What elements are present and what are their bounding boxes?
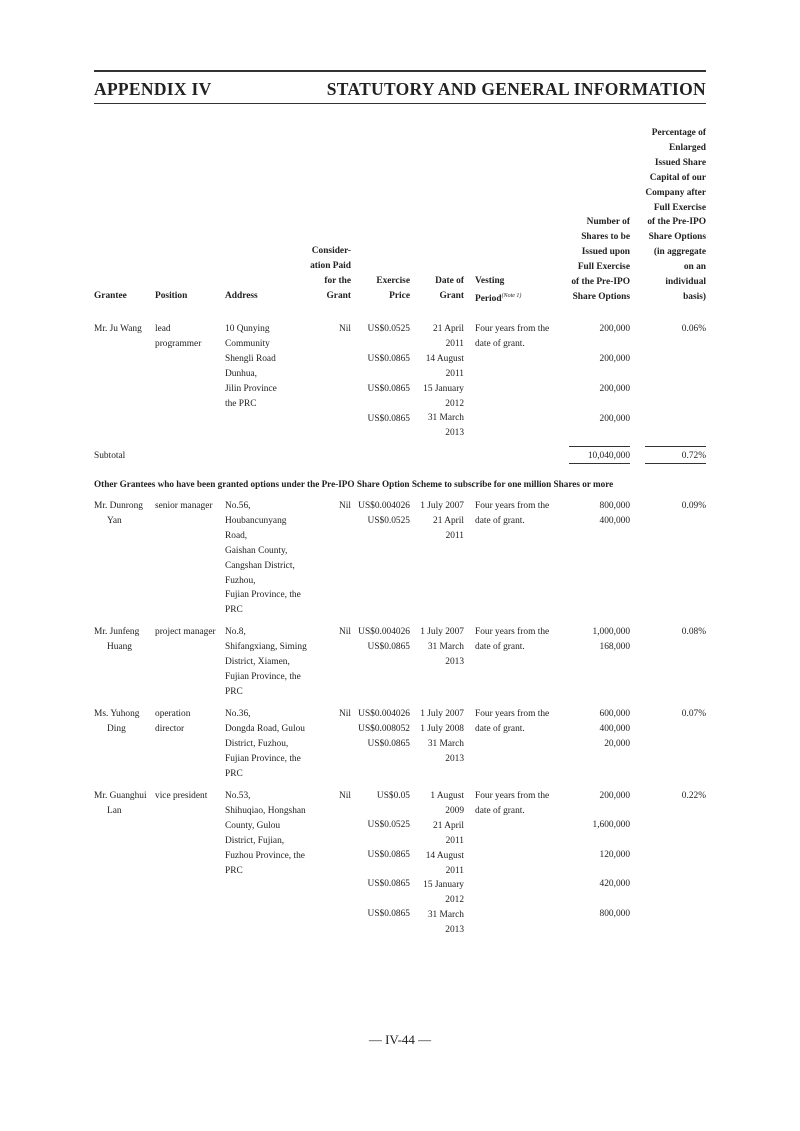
date-line: 2011: [445, 338, 464, 349]
vesting-line: date of grant.: [475, 515, 525, 526]
grantee-name: [94, 707, 140, 737]
address-line: Road,: [225, 530, 248, 541]
header-line: basis): [683, 291, 706, 302]
vesting-line: Four years from the: [475, 791, 550, 801]
shares-value: 420,000: [599, 879, 630, 889]
position-line: lead: [155, 324, 171, 334]
address-line: Shengli Road: [225, 353, 276, 364]
exercise-price: [358, 707, 410, 752]
grantee-position: vice president: [155, 791, 208, 801]
grantee-name: Mr. Ju Wang: [94, 324, 142, 334]
header-line: Number of: [586, 217, 630, 227]
address-line: Jilin Province: [225, 383, 277, 394]
shares-value: 200,000: [599, 324, 630, 334]
date-line: 1 August: [430, 791, 464, 801]
header-line: [475, 289, 521, 307]
exercise-price: US$0.0865: [367, 850, 410, 860]
price-line: US$0.004026: [358, 709, 410, 719]
shares-line: 20,000: [604, 738, 630, 749]
date-line: 14 August: [425, 850, 464, 861]
appendix-label: APPENDIX IV: [94, 79, 212, 99]
address-line: Dongda Road, Gulou: [225, 723, 305, 734]
shares-value: 200,000: [599, 354, 630, 364]
address-line: PRC: [225, 865, 243, 876]
shares-value: [600, 707, 630, 752]
address-line: Fujian Province, the: [225, 590, 301, 601]
grantee-name: [94, 499, 143, 529]
consideration-value: Nil: [339, 324, 351, 334]
address-line: County, Gulou: [225, 820, 281, 831]
name-line: Huang: [107, 641, 132, 652]
date-line: 21 April: [433, 324, 464, 334]
percentage-value: 0.22%: [681, 791, 706, 801]
address-header: Address: [225, 291, 258, 301]
position-header: Position: [155, 291, 188, 301]
date-line: 15 January: [423, 880, 464, 891]
date-line: 1 July 2007: [420, 627, 464, 637]
vesting-line: Four years from the: [475, 501, 550, 511]
date-line: 15 January: [423, 383, 464, 394]
grantee-address: [225, 322, 277, 411]
shares-value: 800,000: [599, 909, 630, 919]
vesting-line: date of grant.: [475, 723, 525, 734]
shares-line: 400,000: [599, 515, 630, 526]
shares-line: 400,000: [599, 723, 630, 734]
header-line: Percentage of: [651, 128, 706, 138]
date-line: 2011: [445, 530, 464, 541]
shares-value: 200,000: [599, 384, 630, 394]
shares-line: 168,000: [599, 641, 630, 652]
header-line: Enlarged: [669, 142, 706, 153]
date-line: 2013: [445, 753, 464, 764]
address-line: PRC: [225, 605, 243, 616]
subtotal-bottom-rule: [645, 463, 706, 464]
vesting-period: [475, 789, 549, 819]
date-line: 21 April: [433, 820, 464, 831]
date-line: 2013: [445, 656, 464, 667]
address-line: PRC: [225, 768, 243, 779]
shares-value: 120,000: [599, 850, 630, 860]
grantee-position: project manager: [155, 627, 216, 637]
exercise-price: US$0.0525: [367, 324, 410, 334]
consideration-value: Nil: [339, 627, 351, 637]
date-line: 31 March: [427, 910, 464, 921]
vesting-line: date of grant.: [475, 641, 525, 652]
header-line: Grant: [439, 290, 464, 301]
address-line: District, Fuzhou,: [225, 738, 289, 749]
vesting-line: date of grant.: [475, 805, 525, 816]
consideration-header: [310, 244, 351, 304]
vesting-line: Four years from the: [475, 709, 550, 719]
percentage-value: 0.07%: [681, 709, 706, 719]
shares-line: 600,000: [599, 709, 630, 719]
address-line: Shihuqiao, Hongshan: [225, 805, 306, 816]
subtotal-shares: 10,040,000: [587, 451, 630, 461]
shares-line: 800,000: [599, 501, 630, 511]
address-line: Fujian Province, the: [225, 671, 301, 682]
vesting-header: [475, 274, 521, 307]
note-reference: (Note 1): [501, 292, 522, 299]
shares-value: 200,000: [599, 414, 630, 424]
section-heading: Other Grantees who have been granted options under the Pre-IPO Share Option Scheme to subscribe for one million Shares or more: [94, 479, 614, 489]
address-line: District, Fujian,: [225, 835, 285, 846]
header-line: (in aggregate: [653, 247, 706, 258]
address-line: Fujian Province, the: [225, 753, 301, 764]
percentage-value: 0.06%: [681, 324, 706, 334]
grantee-address: [225, 625, 307, 700]
address-line: No.56,: [225, 501, 251, 511]
exercise-price: [358, 625, 410, 655]
header-line: Consider-: [311, 246, 351, 256]
name-line: Yan: [107, 515, 122, 526]
header-line: Issued Share: [654, 157, 706, 168]
date-line: 2011: [445, 368, 464, 379]
header-line: Exercise: [376, 276, 410, 286]
shares-value: [593, 625, 631, 655]
header-line: Vesting: [475, 276, 505, 286]
address-line: PRC: [225, 686, 243, 697]
address-line: No.8,: [225, 627, 246, 637]
header-line: Grant: [326, 290, 351, 301]
exercise-price: US$0.0865: [367, 414, 410, 424]
grantee-position: [155, 707, 190, 737]
date-line: 2012: [445, 398, 464, 409]
header-line: for the: [324, 275, 351, 286]
header-line: Date of: [435, 276, 464, 286]
vesting-period: [475, 625, 549, 655]
name-line: Lan: [107, 805, 122, 816]
grantee-address: [225, 789, 306, 878]
header-line: individual: [665, 277, 706, 288]
date-line: 2011: [445, 865, 464, 876]
address-line: No.36,: [225, 709, 251, 719]
price-line: US$0.004026: [358, 627, 410, 637]
exercise-price: US$0.0865: [367, 879, 410, 889]
price-line: US$0.004026: [358, 501, 410, 511]
address-line: Shifangxiang, Siming: [225, 641, 307, 652]
date-line: 2012: [445, 895, 464, 906]
grantee-address: [225, 499, 301, 618]
subtotal-top-rule: [645, 446, 706, 447]
percentage-header: [645, 126, 706, 305]
price-line: US$0.008052: [358, 723, 410, 734]
address-line: the PRC: [225, 398, 257, 409]
grantee-name: [94, 789, 147, 819]
header-word: Period: [475, 293, 502, 304]
name-line: Mr. Dunrong: [94, 501, 143, 511]
shares-value: 1,600,000: [592, 820, 630, 830]
vesting-line: date of grant.: [475, 338, 525, 349]
vesting-period: [475, 707, 549, 737]
address-line: Fuzhou Province, the: [225, 850, 305, 861]
grantee-position: senior manager: [155, 501, 213, 511]
grantee-position: [155, 322, 201, 352]
grant-date: [423, 789, 464, 938]
exercise-price: US$0.05: [376, 791, 410, 801]
subtotal-percentage: 0.72%: [681, 451, 706, 461]
grantee-header: Grantee: [94, 291, 127, 301]
header-line: on an: [683, 262, 706, 273]
address-line: 10 Qunying: [225, 324, 270, 334]
exercise-price-header: [376, 274, 410, 304]
grant-date: [423, 322, 464, 441]
vesting-line: Four years from the: [475, 324, 550, 334]
exercise-price: US$0.0865: [367, 909, 410, 919]
date-line: 21 April: [433, 515, 464, 526]
price-line: US$0.0865: [367, 641, 410, 652]
header-line: Share Options: [572, 291, 630, 302]
date-line: 2013: [445, 428, 464, 439]
position-line: programmer: [155, 338, 202, 349]
header-line: Full Exercise: [577, 261, 630, 272]
address-line: Fuzhou,: [225, 575, 256, 586]
section-title: STATUTORY AND GENERAL INFORMATION: [326, 79, 706, 99]
name-line: Ms. Yuhong: [94, 709, 140, 719]
date-line: 2013: [445, 925, 464, 936]
header-line: of the Pre-IPO: [647, 217, 706, 228]
name-line: Mr. Guanghui: [94, 791, 147, 801]
page-number: — IV-44 —: [368, 1032, 432, 1047]
position-line: operation: [155, 709, 191, 719]
date-line: 1 July 2007: [420, 709, 464, 719]
consideration-value: Nil: [339, 501, 351, 511]
grant-date: [420, 707, 464, 767]
subtotal-top-rule: [569, 446, 630, 447]
header-line: Capital of our: [649, 172, 706, 183]
date-line: 1 July 2008: [420, 723, 464, 734]
date-line: 14 August: [425, 353, 464, 364]
position-line: director: [155, 723, 185, 734]
price-line: US$0.0865: [367, 738, 410, 749]
address-line: No.53,: [225, 791, 251, 801]
date-line: 31 March: [427, 738, 464, 749]
grantee-name: [94, 625, 139, 655]
vesting-line: Four years from the: [475, 627, 550, 637]
shares-value: [600, 499, 630, 529]
header-line: Full Exercise: [653, 202, 706, 213]
shares-line: 1,000,000: [592, 627, 630, 637]
header-line: Price: [389, 290, 410, 301]
grantee-address: [225, 707, 305, 782]
date-line: 1 July 2007: [420, 501, 464, 511]
subtotal-label: Subtotal: [94, 451, 126, 461]
address-line: Houbancunyang: [225, 515, 287, 526]
shares-value: 200,000: [599, 791, 630, 801]
grant-date: [420, 499, 464, 544]
vesting-period: [475, 322, 549, 352]
date-line: 31 March: [427, 641, 464, 652]
consideration-value: Nil: [339, 791, 351, 801]
consideration-value: Nil: [339, 709, 351, 719]
name-line: Mr. Junfeng: [94, 627, 140, 637]
header-line: of the Pre-IPO: [571, 276, 630, 287]
address-line: Dunhua,: [225, 368, 258, 379]
shares-header: [571, 215, 630, 304]
date-line: 31 March: [427, 413, 464, 424]
address-line: District, Xiamen,: [225, 656, 290, 667]
subtotal-bottom-rule: [569, 463, 630, 464]
date-of-grant-header: [435, 274, 464, 304]
header-line: ation Paid: [310, 260, 351, 271]
header-line: Shares to be: [581, 231, 630, 242]
exercise-price: US$0.0865: [367, 354, 410, 364]
vesting-period: [475, 499, 549, 529]
address-line: Cangshan District,: [225, 560, 295, 571]
percentage-value: 0.09%: [681, 501, 706, 511]
header-line: Share Options: [648, 232, 706, 243]
percentage-value: 0.08%: [681, 627, 706, 637]
exercise-price: US$0.0865: [367, 384, 410, 394]
address-line: Gaishan County,: [225, 545, 288, 556]
address-line: Community: [225, 338, 270, 349]
exercise-price: US$0.0525: [367, 820, 410, 830]
name-line: Ding: [107, 723, 126, 734]
exercise-price: [358, 499, 410, 529]
price-line: US$0.0525: [367, 515, 410, 526]
header-line: Company after: [645, 187, 706, 198]
date-line: 2011: [445, 835, 464, 846]
date-line: 2009: [445, 805, 464, 816]
header-line: Issued upon: [581, 246, 630, 257]
page-header: [94, 70, 706, 104]
grant-date: [420, 625, 464, 670]
